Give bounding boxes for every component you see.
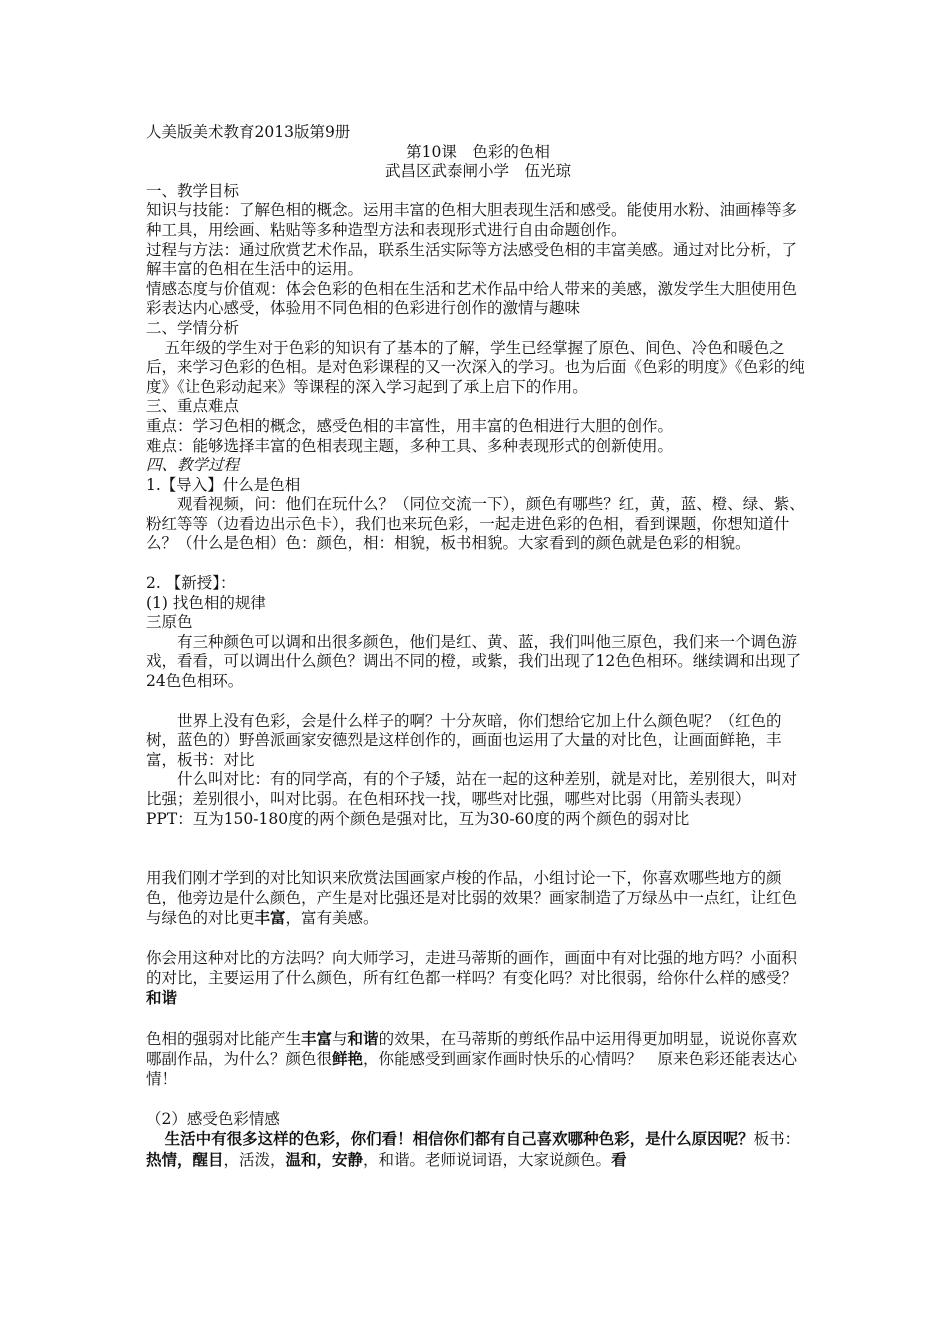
step1-title: 1.【导入】什么是色相	[146, 475, 301, 494]
section-heading-process: 四、教学过程	[146, 456, 240, 475]
rousseau-paragraph: 用我们刚才学到的对比知识来欣赏法国画家卢梭的作品，小组讨论一下，你喜欢哪些地方的颜色，他旁边是什么颜色，产生是对比强还是对比弱的效果？画家制造了万绿丛中一点红，让红色与绿色的对比更丰富，富有美感。	[146, 869, 798, 928]
matisse-paragraph: 你会用这种对比的方法吗？向大师学习，走进马蒂斯的画作，画面中有对比强的地方吗？小面积的对比，主要运用了什么颜色，所有红色都一样吗？有变化吗？对比很弱，给你什么样的感受？和谐	[146, 948, 798, 1008]
document-source: 人美版美术教育2013版第9册	[146, 123, 351, 141]
goal-knowledge: 知识与技能：了解色相的概念。运用丰富的色相大胆表现生活和感受。能使用水粉、油画棒等多种工具，用绘画、粘贴等多种造型方法和表现形式进行自由命题创作。	[146, 201, 798, 239]
document-page	[146, 123, 810, 1170]
lesson-title: 第10课 色彩的色相	[406, 142, 550, 161]
goal-emotion: 情感态度与价值观：体会色彩的色相在生活和艺术作品中给人带来的美感，激发学生大胆使用色彩表达内心感受，体验用不同色相的色彩进行创作的激情与趣味	[146, 279, 798, 318]
section-heading-keypoints: 三、重点难点	[146, 397, 240, 416]
difficult-point: 难点：能够选择丰富的色相表现主题，多种工具、多种表现形式的创新使用。	[146, 436, 674, 455]
goal-process: 过程与方法：通过欣赏艺术作品，联系生活实际等方法感受色相的丰富美感。通过对比分析，了解丰富的色相在生活中的运用。	[146, 240, 798, 279]
summary-paragraph: 色相的强弱对比能产生丰富与和谐的效果，在马蒂斯的剪纸作品中运用得更加明显，说说你喜欢哪副作品，为什么？颜色很鲜艳，你能感受到画家作画时快乐的心情吗？ 原来色彩还能表达心情！	[146, 1028, 798, 1088]
section-heading-analysis: 二、学情分析	[146, 318, 240, 337]
author-line: 武昌区武泰闸小学 伍光琼	[384, 162, 571, 181]
world-without-color-text: 世界上没有色彩，会是什么样子的啊？十分灰暗，你们想给它加上什么颜色呢？（红色的树，蓝色的）野兽派画家安德烈是这样创作的，画面也运用了大量的对比色，让画面鲜艳，丰富，板书：对比	[146, 711, 782, 769]
primary-colors-text: 有三种颜色可以调和出很多颜色，他们是红、黄、蓝，我们叫他三原色，我们来一个调色游戏，看看，可以调出什么颜色？调出不同的橙，或紫，我们出现了12色色相环。继续调和出现了24色色相环。	[146, 632, 802, 691]
sub1-title: (1) 找色相的规律	[146, 593, 266, 612]
key-point: 重点：学习色相的概念，感受色相的丰富性，用丰富的色相进行大胆的创作。	[146, 416, 674, 435]
ppt-text: PPT：互为150-180度的两个颜色是强对比，互为30-60度的两个颜色的弱对比	[146, 809, 690, 828]
sub2-title: （2）感受色彩情感	[146, 1109, 280, 1128]
primary-colors-title: 三原色	[146, 613, 193, 632]
step2-title: 2. 【新授】：	[146, 574, 236, 593]
section-heading-goals: 一、教学目标	[146, 181, 240, 200]
step1-text: 观看视频，问：他们在玩什么？（同位交流一下），颜色有哪些？红，黄，蓝、橙、绿、紫、粉红等等（边看边出示色卡），我们也来玩色彩，一起走进色彩的色相，看到课题，你想知道什么？（什么是色相）色：颜色，相：相貌，板书相貌。大家看到的颜色就是色彩的相貌。	[146, 495, 805, 553]
feel-paragraph: 生活中有很多这样的色彩，你们看！相信你们都有自己喜欢哪种色彩，是什么原因呢？板书：热情，醒目，活泼，温和，安静，和谐。老师说词语，大家说颜色。看	[146, 1129, 801, 1169]
analysis-paragraph: 五年级的学生对于色彩的知识有了基本的了解，学生已经掌握了原色、间色、冷色和暖色之后，来学习色彩的色相。是对色彩课程的又一次深入的学习。也为后面《色彩的明度》《色彩的纯度》《让色彩动起来》等课程的深入学习起到了承上启下的作用。	[146, 338, 805, 396]
contrast-definition-text: 什么叫对比：有的同学高，有的个子矮，站在一起的这种差别，就是对比，差别很大，叫对比强；差别很小，叫对比弱。在色相环找一找，哪些对比强，哪些对比弱（用箭头表现）	[146, 770, 798, 808]
